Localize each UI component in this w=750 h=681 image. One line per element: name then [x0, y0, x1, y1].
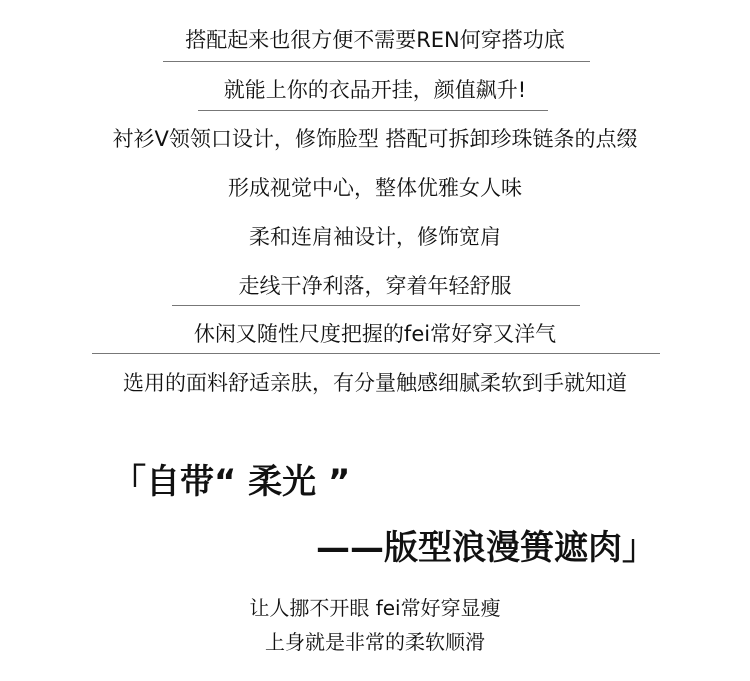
closing-line-1: 让人挪不开眼 fei常好穿显瘦: [249, 596, 501, 620]
underline-2: [198, 110, 548, 111]
headline-line-2: ——版型浪漫篑遮肉」: [316, 528, 656, 568]
intro-line-2: 就能上你的衣品开挂，颜值飙升!: [223, 78, 527, 102]
underline-1: [163, 61, 590, 62]
intro-line-8: 选用的面料舒适亲肤，有分量触感细腻柔软到手就知道: [123, 371, 627, 395]
closing-line-2: 上身就是非常的柔软顺滑: [265, 630, 485, 654]
intro-line-6: 走线干净利落，穿着年轻舒服: [238, 274, 512, 298]
intro-line-5: 柔和连肩袖设计，修饰宽肩: [249, 225, 501, 249]
intro-line-7: 休闲又随性尺度把握的fei常好穿又洋气: [193, 322, 557, 346]
headline-line-1: 「自带“ 柔光 ”: [112, 462, 351, 502]
underline-7: [92, 353, 660, 354]
underline-6: [172, 305, 580, 306]
intro-line-4: 形成视觉中心，整体优雅女人味: [228, 176, 522, 200]
intro-line-3: 衬衫V领领口设计，修饰脸型 搭配可拆卸珍珠链条的点缀: [112, 127, 638, 151]
intro-line-1: 搭配起来也很方便不需要REN何穿搭功底: [185, 28, 565, 52]
